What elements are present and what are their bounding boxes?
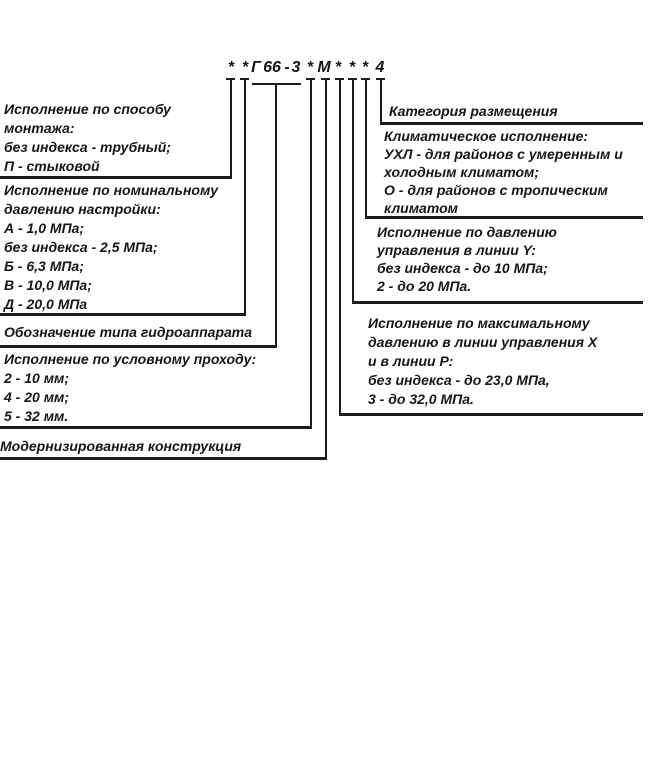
underline-control-pressure-y bbox=[352, 301, 643, 304]
label-line: Исполнение по максимальному bbox=[368, 315, 590, 331]
label-line: Категория размещения bbox=[389, 103, 558, 119]
label-block-placement-category bbox=[389, 102, 558, 120]
code-symbol-4: 4 bbox=[375, 59, 385, 76]
label-line: холодным климатом; bbox=[384, 164, 540, 180]
code-symbol-letter-m: М bbox=[317, 59, 331, 76]
connector-vertical-max-pressure-xp bbox=[339, 78, 341, 416]
code-symbol-letter-g: Г bbox=[251, 59, 261, 76]
label-line: без индекса - 2,5 МПа; bbox=[4, 239, 158, 255]
label-block-climatic-version bbox=[384, 127, 623, 217]
label-line: без индекса - до 10 МПа; bbox=[377, 260, 548, 276]
label-line: Исполнение по условному проходу: bbox=[4, 351, 257, 367]
label-line: давлению настройки: bbox=[4, 201, 161, 217]
label-block-nominal-pressure bbox=[4, 181, 218, 314]
label-line: и в линии Р: bbox=[368, 353, 454, 369]
connector-vertical-mounting bbox=[230, 78, 232, 179]
label-line: Исполнение по номинальному bbox=[4, 182, 219, 198]
label-line: А - 1,0 МПа; bbox=[4, 220, 85, 236]
label-line: управления в линии Y: bbox=[377, 242, 536, 258]
label-line: монтажа: bbox=[4, 120, 75, 136]
code-symbol-asterisk-6: * bbox=[361, 59, 369, 76]
code-symbol-asterisk-2: * bbox=[241, 59, 249, 76]
code-symbol-asterisk-4: * bbox=[334, 59, 342, 76]
label-line: Б - 6,3 МПа; bbox=[4, 258, 84, 274]
label-line: без индекса - до 23,0 МПа, bbox=[368, 372, 550, 388]
label-line: 5 - 32 мм. bbox=[4, 408, 69, 424]
label-block-max-pressure-xp bbox=[368, 314, 597, 409]
label-line: Исполнение по способу bbox=[4, 101, 171, 117]
connector-vertical-control-pressure-y bbox=[352, 78, 354, 304]
label-line: климатом bbox=[384, 200, 459, 216]
underline-nominal-bore bbox=[0, 426, 312, 429]
label-line: УХЛ - для районов с умеренным и bbox=[384, 146, 623, 162]
underline-max-pressure-xp bbox=[339, 413, 643, 416]
underline-type-designation bbox=[0, 345, 277, 348]
underline-mounting bbox=[0, 176, 232, 179]
label-block-nominal-bore bbox=[4, 350, 256, 426]
label-block-modernized-design bbox=[0, 437, 241, 456]
connector-vertical-nominal-pressure bbox=[244, 78, 246, 316]
label-line: Модернизированная конструкция bbox=[0, 438, 242, 454]
label-line: 2 - 10 мм; bbox=[4, 370, 70, 386]
label-line: П - стыковой bbox=[4, 158, 100, 174]
connector-vertical-modernized-design bbox=[325, 78, 327, 460]
label-block-mounting bbox=[4, 100, 171, 176]
label-line: 3 - до 32,0 МПа. bbox=[368, 391, 474, 407]
code-symbol-asterisk-5: * bbox=[348, 59, 356, 76]
code-symbol-dash: - bbox=[284, 59, 290, 76]
label-line: О - для районов с тропическим bbox=[384, 182, 608, 198]
code-symbol-asterisk-1: * bbox=[227, 59, 235, 76]
label-line: Исполнение по давлению bbox=[377, 224, 557, 240]
code-symbol-asterisk-3: * bbox=[306, 59, 314, 76]
label-block-type-designation bbox=[4, 323, 252, 342]
label-line: 4 - 20 мм; bbox=[4, 389, 70, 405]
label-line: давлению в линии управления Х bbox=[368, 334, 598, 350]
label-line: без индекса - трубный; bbox=[4, 139, 171, 155]
label-line: 2 - до 20 МПа. bbox=[377, 278, 472, 294]
underline-placement-category bbox=[380, 122, 643, 125]
connector-vertical-type-designation bbox=[275, 84, 277, 348]
connector-vertical-climatic-version bbox=[365, 78, 367, 219]
code-symbol-66: 66 bbox=[263, 59, 281, 76]
label-line: Климатическое исполнение: bbox=[384, 128, 589, 144]
connector-vertical-placement-category bbox=[380, 78, 382, 125]
label-block-control-pressure-y bbox=[377, 223, 557, 295]
label-line: Д - 20,0 МПа bbox=[4, 296, 88, 312]
label-line: Обозначение типа гидроаппарата bbox=[4, 324, 253, 340]
label-line: В - 10,0 МПа; bbox=[4, 277, 92, 293]
connector-vertical-nominal-bore bbox=[310, 78, 312, 429]
underline-modernized-design bbox=[0, 457, 327, 460]
code-symbol-3: 3 bbox=[291, 59, 301, 76]
